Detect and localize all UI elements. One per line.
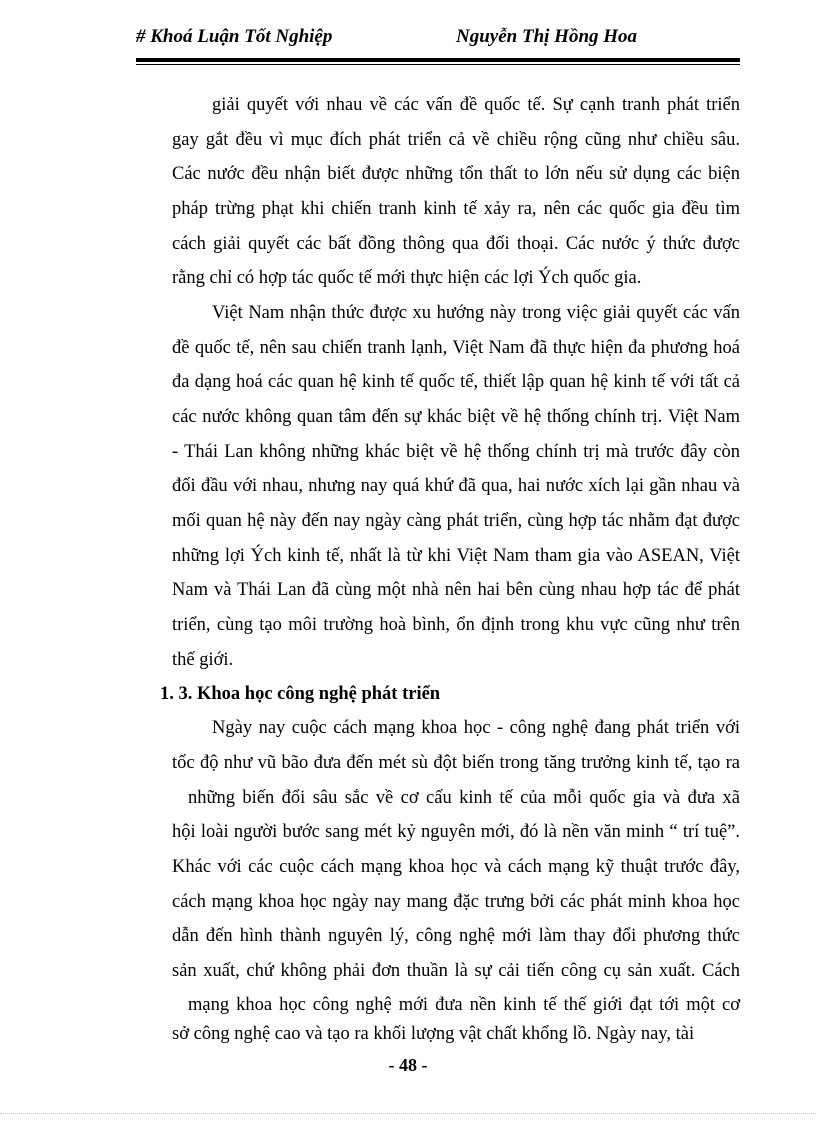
text-line: mạng khoa học công nghệ mới đưa nền kinh tế thế giới đạt tới một cơ: [188, 995, 740, 1015]
text-line: những lợi Ých kinh tế, nhất là từ khi Việt Nam tham gia vào ASEAN, Việt: [172, 546, 740, 566]
header-thesis-title: # Khoá Luận Tốt Nghiệp: [136, 26, 333, 47]
text-line: Việt Nam nhận thức được xu hướng này trong việc giải quyết các vấn: [212, 303, 740, 323]
text-line: hội loài người bước sang mét kỷ nguyên mới, đó là nền văn minh “ trí tuệ”.: [172, 822, 740, 842]
page-header: [136, 26, 740, 52]
text-line: các nước không quan tâm đến sự khác biệt về hệ thống chính trị. Việt Nam: [172, 407, 740, 427]
text-line: đa dạng hoá các quan hệ kinh tế quốc tế, thiết lập quan hệ kinh tế với tất cả: [172, 372, 740, 392]
header-rule-thin: [136, 64, 740, 65]
text-line: - Thái Lan không những khác biệt về hệ thống chính trị mà trước đây còn: [172, 442, 740, 462]
text-line: sản xuất, chứ không phải đơn thuần là sự cải tiến công cụ sản xuất. Cách: [172, 961, 740, 981]
text-line: thế giới.: [172, 650, 234, 670]
text-line: cách giải quyết các bất đồng thông qua đối thoại. Các nước ý thức được: [172, 234, 740, 254]
text-line: tốc độ như vũ bão đưa đến mét sù đột biến trong tăng trưởng kinh tế, tạo ra: [172, 753, 740, 773]
text-line: rằng chỉ có hợp tác quốc tế mới thực hiện các lợi Ých quốc gia.: [172, 268, 642, 288]
page-bottom-divider: [0, 1113, 816, 1114]
text-line: dẫn đến hình thành nguyên lý, công nghệ mới làm thay đổi phương thức: [172, 926, 740, 946]
text-line: sở công nghệ cao và tạo ra khối lượng vật chất khổng lồ. Ngày nay, tài: [172, 1024, 695, 1044]
text-line: những biến đổi sâu sắc về cơ cấu kinh tế của mỗi quốc gia và đưa xã: [188, 788, 740, 808]
header-rule-thick: [136, 58, 740, 62]
text-line: đề quốc tế, nên sau chiến tranh lạnh, Việt Nam đã thực hiện đa phương hoá: [172, 338, 740, 358]
header-author-name: Nguyễn Thị Hồng Hoa: [456, 26, 638, 47]
text-line: triển, cùng tạo môi trường hoà bình, ổn định trong khu vực cũng như trên: [172, 615, 740, 635]
section-heading: 1. 3. Khoa học công nghệ phát triển: [160, 684, 441, 704]
text-line: gay gắt đều vì mục đích phát triển cả về chiều rộng cũng như chiều sâu.: [172, 130, 740, 150]
page-number: - 48 -: [388, 1055, 428, 1075]
text-line: pháp trừng phạt khi chiến tranh kinh tế xảy ra, nên các quốc gia đều tìm: [172, 199, 740, 219]
text-line: Ngày nay cuộc cách mạng khoa học - công nghệ đang phát triển với: [212, 718, 740, 738]
text-line: Khác với các cuộc cách mạng khoa học và cách mạng kỹ thuật trước đây,: [172, 857, 740, 877]
text-line: Nam và Thái Lan đã cùng một nhà nên hai bên cùng nhau hợp tác để phát: [172, 580, 740, 600]
text-line: đối đầu với nhau, nhưng nay quá khứ đã qua, hai nước xích lại gần nhau và: [172, 476, 740, 496]
text-line: cách mạng khoa học ngày nay mang đặc trưng bởi các phát minh khoa học: [172, 892, 740, 912]
text-line: mối quan hệ này đến nay ngày càng phát triển, cùng hợp tác nhằm đạt được: [172, 511, 740, 531]
text-line: giải quyết với nhau về các vấn đề quốc tế. Sự cạnh tranh phát triển: [212, 95, 740, 115]
text-line: Các nước đều nhận biết được những tổn thất to lớn nếu sử dụng các biện: [172, 164, 740, 184]
